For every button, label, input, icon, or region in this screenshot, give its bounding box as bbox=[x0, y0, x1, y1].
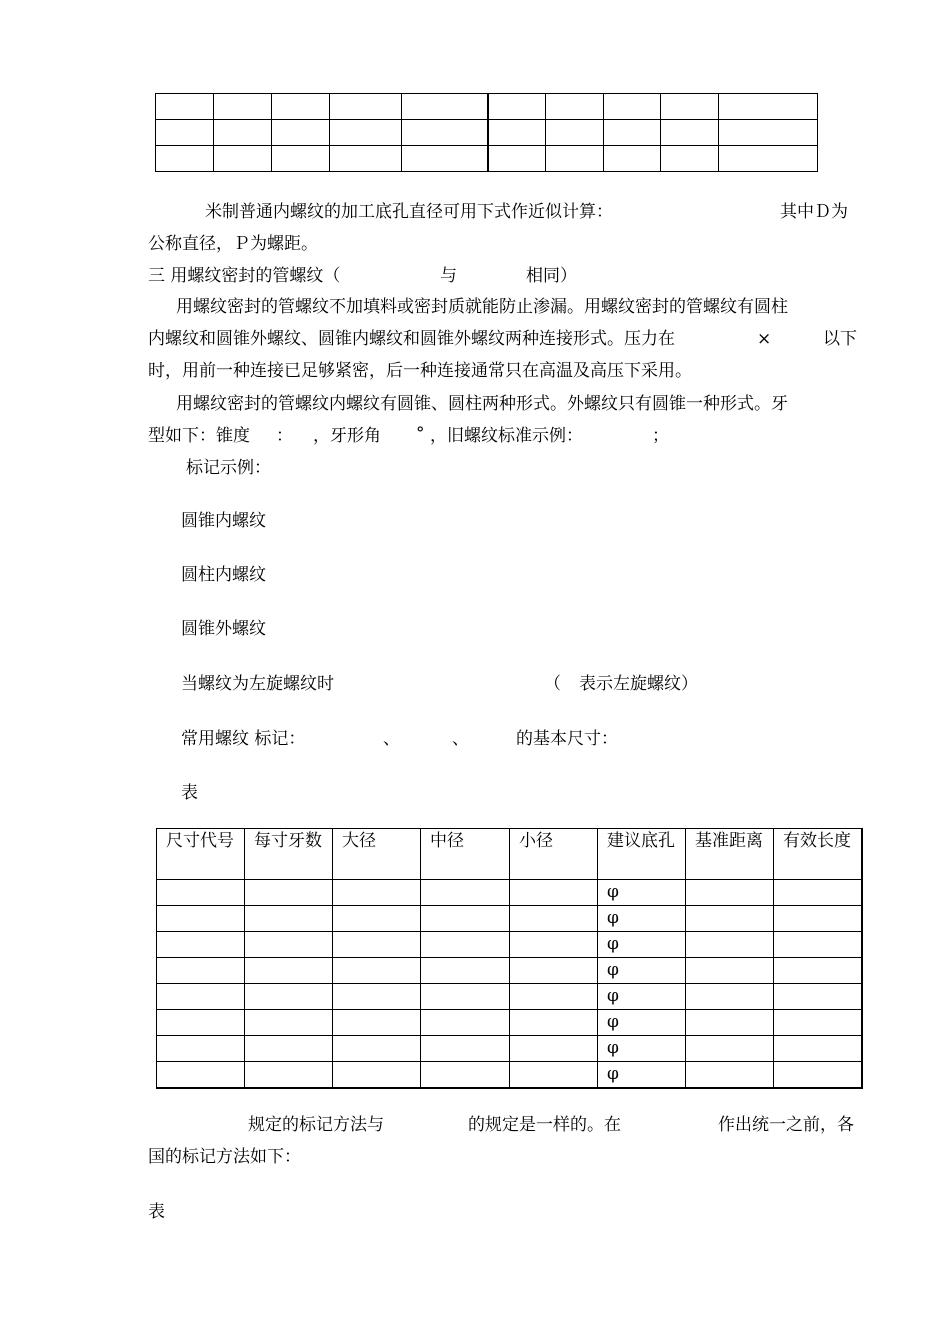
table-cell bbox=[686, 1062, 774, 1089]
forms-text-angle: ，牙形角 bbox=[313, 426, 381, 446]
common-thread-sep2: 、 bbox=[452, 729, 469, 749]
bottom-table-label: 表 bbox=[148, 1202, 165, 1222]
cylinder-internal-thread: 圆柱内螺纹 bbox=[181, 565, 266, 585]
table-cell: φ bbox=[598, 880, 686, 906]
table-cell: φ bbox=[598, 984, 686, 1010]
table-cell: φ bbox=[598, 1010, 686, 1036]
table-cell bbox=[686, 958, 774, 984]
top-table bbox=[155, 93, 818, 172]
table-row bbox=[157, 1062, 862, 1089]
table-cell bbox=[774, 906, 862, 932]
marking-label: 标记示例： bbox=[186, 458, 271, 478]
table-cell: φ bbox=[598, 906, 686, 932]
header-minor-diameter: 小径 bbox=[510, 829, 598, 880]
table-cell bbox=[421, 958, 510, 984]
table-cell bbox=[333, 932, 421, 958]
table-cell bbox=[421, 906, 510, 932]
forms-text-taper: 型如下：锥度 bbox=[148, 426, 250, 446]
table-cell bbox=[686, 1010, 774, 1036]
table-cell bbox=[245, 984, 333, 1010]
table-cell: φ bbox=[598, 1036, 686, 1062]
seal-text-below: 以下 bbox=[823, 329, 857, 349]
table-cell bbox=[333, 1036, 421, 1062]
top-table-row bbox=[156, 94, 818, 120]
table-cell: φ bbox=[598, 1062, 686, 1089]
table-cell bbox=[333, 1010, 421, 1036]
table-row bbox=[157, 1010, 862, 1036]
table-cell bbox=[245, 958, 333, 984]
forms-text-old-std: ，旧螺纹标准示例： bbox=[430, 426, 583, 446]
table-cell bbox=[686, 880, 774, 906]
common-thread-basic-size: 的基本尺寸： bbox=[516, 729, 618, 749]
left-hand-note: 表示左旋螺纹） bbox=[579, 674, 698, 694]
seal-text-times: × bbox=[757, 329, 772, 349]
formula-text-tail: 其中Ｄ为 bbox=[780, 202, 848, 222]
table-cell bbox=[157, 958, 245, 984]
table-label: 表 bbox=[181, 783, 198, 803]
table-cell bbox=[157, 880, 245, 906]
table-cell bbox=[333, 1062, 421, 1089]
table-cell bbox=[510, 880, 598, 906]
forms-text-semicolon: ； bbox=[652, 426, 669, 446]
seal-text-line1: 用螺纹密封的管螺纹不加填料或密封质就能防止渗漏。用螺纹密封的管螺纹有圆柱 bbox=[176, 297, 788, 317]
table-cell bbox=[333, 984, 421, 1010]
top-table-row bbox=[156, 146, 818, 172]
size-table-body bbox=[157, 880, 862, 1089]
section-heading: 三 用螺纹密封的管螺纹（ bbox=[148, 266, 341, 286]
table-cell bbox=[245, 880, 333, 906]
table-cell bbox=[510, 984, 598, 1010]
formula-text: 米制普通内螺纹的加工底孔直径可用下式作近似计算： bbox=[205, 202, 613, 222]
table-cell bbox=[510, 1036, 598, 1062]
common-thread-label: 常用螺纹 标记： bbox=[181, 729, 306, 749]
table-cell bbox=[245, 1062, 333, 1089]
header-tap-drill: 建议底孔 bbox=[598, 829, 686, 880]
common-thread-sep1: 、 bbox=[383, 729, 400, 749]
left-hand-text: 当螺纹为左旋螺纹时 bbox=[181, 674, 334, 694]
section-heading-same: 相同） bbox=[526, 266, 577, 286]
table-cell bbox=[245, 1036, 333, 1062]
table-cell bbox=[510, 932, 598, 958]
table-row bbox=[157, 1036, 862, 1062]
table-row bbox=[157, 932, 862, 958]
top-table-row bbox=[156, 120, 818, 146]
table-cell bbox=[774, 1036, 862, 1062]
table-cell bbox=[774, 932, 862, 958]
std-text-c: 作出统一之前，各 bbox=[718, 1115, 854, 1135]
table-cell bbox=[774, 880, 862, 906]
size-table bbox=[156, 828, 863, 1089]
table-cell bbox=[245, 906, 333, 932]
forms-text-colon: ： bbox=[276, 426, 293, 446]
forms-text-degree: ° bbox=[416, 424, 425, 444]
table-cell bbox=[421, 880, 510, 906]
table-row bbox=[157, 906, 862, 932]
table-cell bbox=[157, 984, 245, 1010]
table-cell bbox=[774, 958, 862, 984]
section-heading-and: 与 bbox=[440, 266, 457, 286]
table-cell bbox=[774, 984, 862, 1010]
table-cell bbox=[157, 932, 245, 958]
table-cell bbox=[510, 958, 598, 984]
table-row bbox=[157, 984, 862, 1010]
header-threads-per-inch: 每寸牙数 bbox=[245, 829, 333, 880]
cone-external-thread: 圆锥外螺纹 bbox=[181, 619, 266, 639]
table-cell bbox=[157, 1062, 245, 1089]
table-cell bbox=[686, 1036, 774, 1062]
table-cell bbox=[421, 1036, 510, 1062]
cone-internal-thread: 圆锥内螺纹 bbox=[181, 511, 266, 531]
std-text-a: 规定的标记方法与 bbox=[248, 1115, 384, 1135]
table-cell: φ bbox=[598, 932, 686, 958]
seal-text-line2: 内螺纹和圆锥外螺纹、圆锥内螺纹和圆锥外螺纹两种连接形式。压力在 bbox=[148, 329, 675, 349]
header-pitch-diameter: 中径 bbox=[421, 829, 510, 880]
table-cell bbox=[421, 932, 510, 958]
table-cell bbox=[421, 1062, 510, 1089]
table-cell bbox=[686, 932, 774, 958]
header-effective-length: 有效长度 bbox=[774, 829, 862, 880]
table-cell bbox=[157, 906, 245, 932]
table-cell bbox=[421, 1010, 510, 1036]
table-cell bbox=[510, 1062, 598, 1089]
header-gauge-length: 基准距离 bbox=[686, 829, 774, 880]
header-size-code: 尺寸代号 bbox=[157, 829, 245, 880]
header-major-diameter: 大径 bbox=[333, 829, 421, 880]
table-cell bbox=[774, 1062, 862, 1089]
left-hand-paren: （ bbox=[544, 674, 561, 694]
table-cell bbox=[686, 906, 774, 932]
table-row bbox=[157, 958, 862, 984]
table-cell bbox=[421, 984, 510, 1010]
table-cell: φ bbox=[598, 958, 686, 984]
table-cell bbox=[774, 1010, 862, 1036]
table-cell bbox=[510, 906, 598, 932]
size-table-header-row bbox=[157, 829, 862, 880]
std-text-b: 的规定是一样的。在 bbox=[468, 1115, 621, 1135]
forms-text-line1: 用螺纹密封的管螺纹内螺纹有圆锥、圆柱两种形式。外螺纹只有圆锥一种形式。牙 bbox=[176, 394, 788, 414]
table-row bbox=[157, 880, 862, 906]
table-cell bbox=[333, 880, 421, 906]
std-text-line2: 国的标记方法如下： bbox=[148, 1147, 301, 1167]
table-cell bbox=[157, 1010, 245, 1036]
formula-text-line2: 公称直径，Ｐ为螺距。 bbox=[148, 234, 318, 254]
table-cell bbox=[686, 984, 774, 1010]
table-cell bbox=[510, 1010, 598, 1036]
table-cell bbox=[245, 932, 333, 958]
seal-text-line3: 时，用前一种连接已足够紧密，后一种连接通常只在高温及高压下采用。 bbox=[148, 361, 692, 381]
table-cell bbox=[333, 906, 421, 932]
table-cell bbox=[245, 1010, 333, 1036]
table-cell bbox=[157, 1036, 245, 1062]
table-cell bbox=[333, 958, 421, 984]
